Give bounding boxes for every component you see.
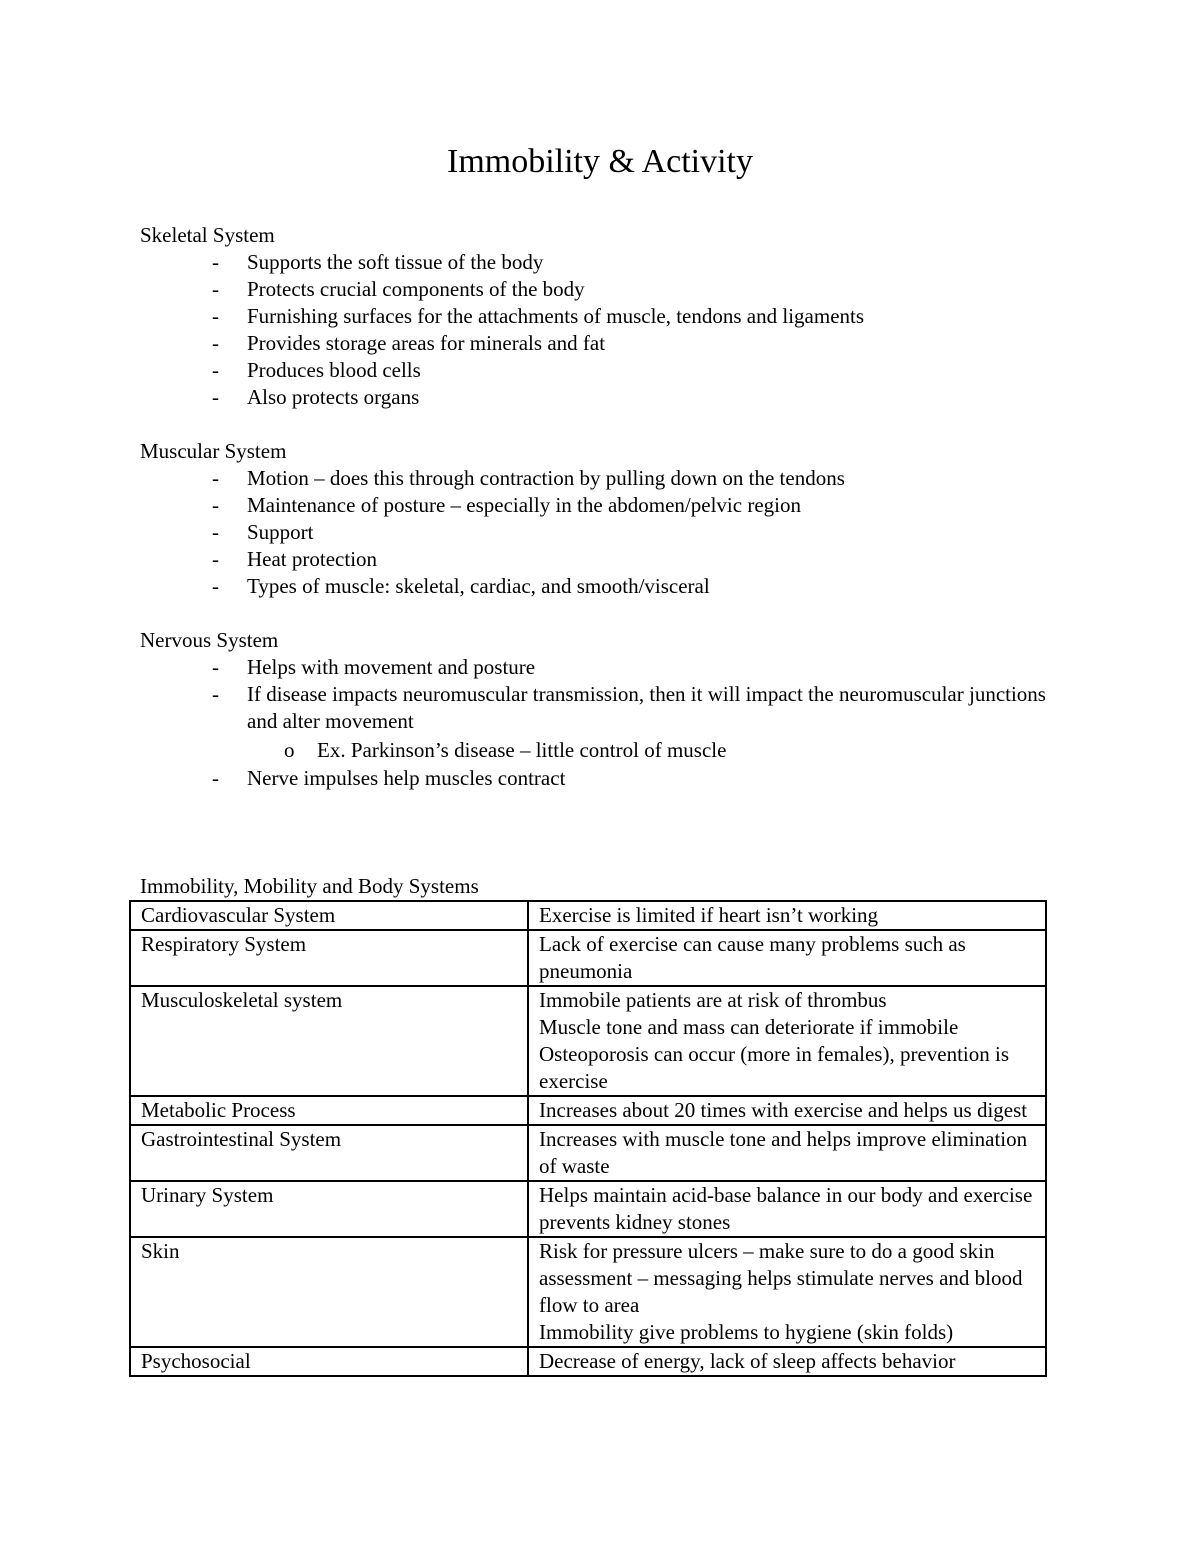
table-row (130, 986, 1046, 1096)
table-row (130, 1096, 1046, 1125)
document-title: Immobility & Activity (447, 143, 753, 180)
skeletal-section (140, 222, 1070, 411)
list-item (140, 681, 1070, 765)
list-item-text: Also protects organs (247, 385, 420, 409)
list-item-text: Furnishing surfaces for the attachments of muscle, tendons and ligaments (247, 304, 865, 328)
list-item (140, 384, 1070, 411)
dash-bullet: - (212, 766, 219, 790)
section-heading: Skeletal System (140, 223, 275, 247)
list-item-text: Maintenance of posture – especially in the abdomen/pelvic region (247, 493, 801, 517)
table-row (130, 1237, 1046, 1347)
effect-cell (528, 1347, 1046, 1376)
effect-cell (528, 1181, 1046, 1237)
list-item (140, 357, 1070, 384)
dash-bullet: - (212, 385, 219, 409)
system-cell: Cardiovascular System (130, 901, 528, 930)
effect-cell (528, 901, 1046, 930)
list-item-text: Helps with movement and posture (247, 655, 536, 679)
effect-line: Increases with muscle tone and helps improve elimination of waste (539, 1127, 1028, 1178)
bullet-list (140, 249, 1070, 411)
dash-bullet: - (212, 682, 219, 706)
effect-line: Increases about 20 times with exercise and helps us digest (539, 1098, 1028, 1122)
effect-line: Immobility give problems to hygiene (skin folds) (539, 1320, 954, 1344)
effect-cell (528, 1096, 1046, 1125)
system-cell: Gastrointestinal System (130, 1125, 528, 1181)
table-row (130, 1125, 1046, 1181)
list-item-text: If disease impacts neuromuscular transmission, then it will impact the neuromuscular junctions and alter movement (247, 682, 1046, 733)
effect-line: Lack of exercise can cause many problems such as pneumonia (539, 932, 966, 983)
body-systems-table (129, 900, 1047, 1377)
sub-list-item (247, 735, 1070, 765)
list-item (140, 330, 1070, 357)
dash-bullet: - (212, 358, 219, 382)
list-item (140, 573, 1070, 600)
list-item-text: Types of muscle: skeletal, cardiac, and smooth/visceral (247, 574, 710, 598)
dash-bullet: - (212, 466, 219, 490)
list-item (140, 654, 1070, 681)
system-cell: Musculoskeletal system (130, 986, 528, 1096)
list-item-text: Support (247, 520, 314, 544)
dash-bullet: - (212, 277, 219, 301)
effect-line: Decrease of energy, lack of sleep affects behavior (539, 1349, 956, 1373)
list-item (140, 519, 1070, 546)
effect-line: Risk for pressure ulcers – make sure to do a good skin assessment – messaging helps stimulate nerves and blood flow to area (539, 1239, 1023, 1317)
effect-line: Osteoporosis can occur (more in females), prevention is exercise (539, 1042, 1010, 1093)
system-cell: Urinary System (130, 1181, 528, 1237)
effect-cell (528, 930, 1046, 986)
table-row (130, 901, 1046, 930)
system-cell: Metabolic Process (130, 1096, 528, 1125)
effect-line: Muscle tone and mass can deteriorate if immobile (539, 1015, 959, 1039)
system-cell: Respiratory System (130, 930, 528, 986)
section-heading: Nervous System (140, 628, 279, 652)
dash-bullet: - (212, 304, 219, 328)
table-row (130, 1347, 1046, 1376)
list-item (140, 546, 1070, 573)
effect-cell (528, 1237, 1046, 1347)
list-item (140, 465, 1070, 492)
effect-line: Helps maintain acid-base balance in our body and exercise prevents kidney stones (539, 1183, 1033, 1234)
effect-cell (528, 1125, 1046, 1181)
dash-bullet: - (212, 250, 219, 274)
section-heading: Muscular System (140, 439, 287, 463)
table-row (130, 1181, 1046, 1237)
dash-bullet: - (212, 547, 219, 571)
dash-bullet: - (212, 574, 219, 598)
list-item (140, 492, 1070, 519)
system-cell: Skin (130, 1237, 528, 1347)
list-item (140, 303, 1070, 330)
sub-list-item-text: Ex. Parkinson’s disease – little control of muscle (317, 738, 727, 762)
dash-bullet: - (212, 520, 219, 544)
bullet-list (140, 654, 1070, 792)
dash-bullet: - (212, 331, 219, 355)
list-item-text: Motion – does this through contraction by pulling down on the tendons (247, 466, 845, 490)
list-item-text: Heat protection (247, 547, 378, 571)
system-cell: Psychosocial (130, 1347, 528, 1376)
bullet-list (140, 465, 1070, 600)
list-item-text: Provides storage areas for minerals and fat (247, 331, 606, 355)
table-row (130, 930, 1046, 986)
dash-bullet: - (212, 493, 219, 517)
list-item-text: Protects crucial components of the body (247, 277, 585, 301)
sub-bullet-list (247, 735, 1070, 765)
list-item-text: Supports the soft tissue of the body (247, 250, 544, 274)
circle-bullet: o (284, 738, 295, 762)
effect-line: Immobile patients are at risk of thrombus (539, 988, 887, 1012)
list-item (140, 249, 1070, 276)
muscular-section (140, 438, 1070, 600)
table-caption: Immobility, Mobility and Body Systems (140, 874, 479, 898)
effect-cell (528, 986, 1046, 1096)
dash-bullet: - (212, 655, 219, 679)
document-body (140, 222, 1070, 819)
list-item (140, 276, 1070, 303)
effect-line: Exercise is limited if heart isn’t working (539, 903, 879, 927)
nervous-section (140, 627, 1070, 792)
list-item (140, 765, 1070, 792)
list-item-text: Nerve impulses help muscles contract (247, 766, 566, 790)
list-item-text: Produces blood cells (247, 358, 421, 382)
